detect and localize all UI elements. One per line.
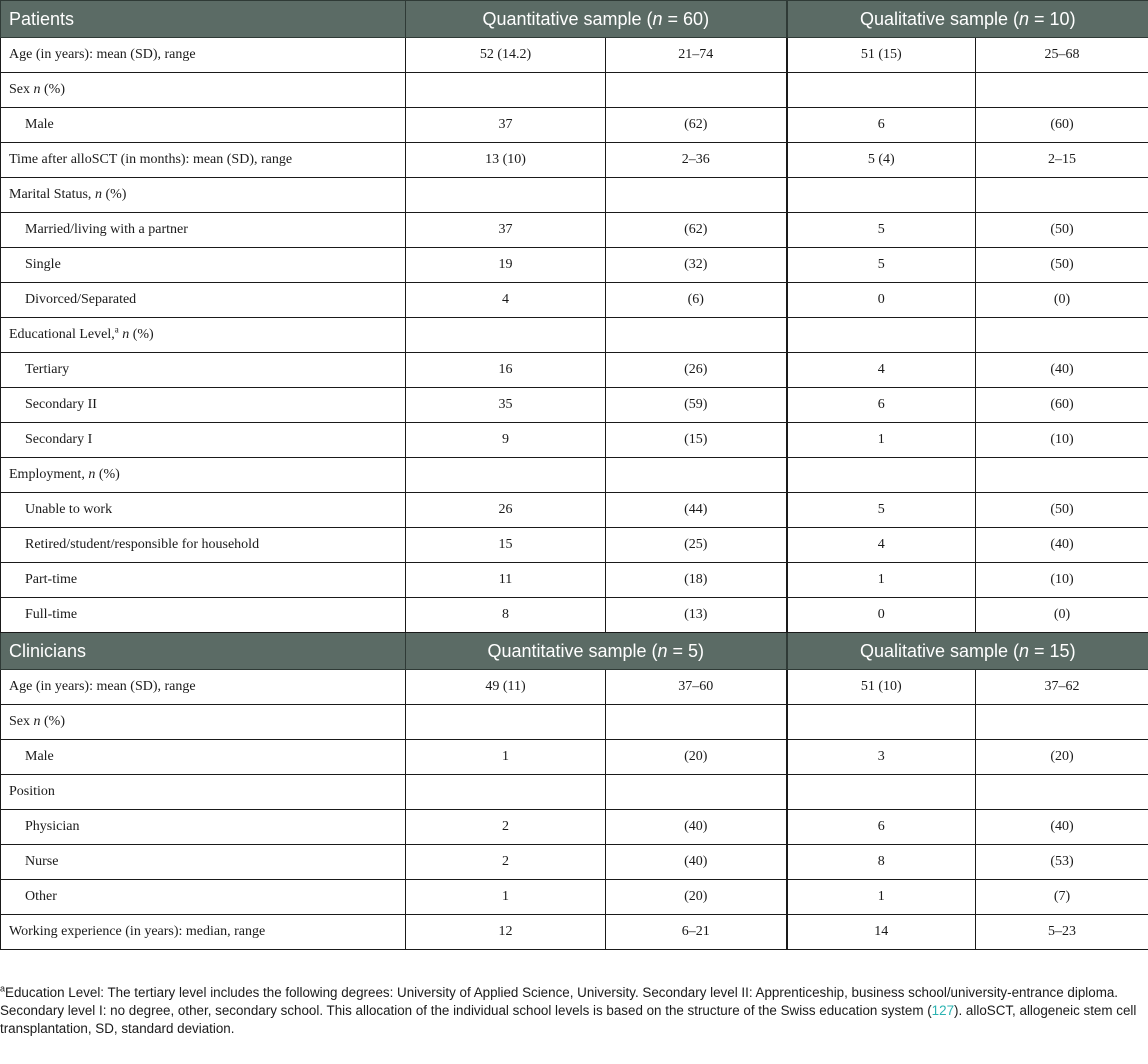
table-cell: (60) bbox=[976, 388, 1148, 423]
table-cell: (50) bbox=[976, 213, 1148, 248]
table-cell bbox=[406, 775, 606, 810]
table-cell: (32) bbox=[606, 248, 787, 283]
table-row bbox=[1, 423, 1148, 458]
table-cell bbox=[606, 73, 787, 108]
table-cell: (10) bbox=[976, 423, 1148, 458]
table-row bbox=[1, 143, 1148, 178]
table-cell: 15 bbox=[406, 528, 606, 563]
table-cell bbox=[976, 178, 1148, 213]
row-label: Position bbox=[1, 775, 406, 810]
table-cell: 51 (15) bbox=[787, 38, 976, 73]
table-cell bbox=[606, 318, 787, 353]
quantitative-sample-header: Quantitative sample (n = 5) bbox=[406, 633, 787, 670]
table-cell bbox=[787, 775, 976, 810]
table-body bbox=[1, 1, 1148, 950]
table-row bbox=[1, 810, 1148, 845]
table-cell bbox=[787, 73, 976, 108]
table-cell: 6 bbox=[787, 810, 976, 845]
table-cell bbox=[976, 73, 1148, 108]
table-cell: (40) bbox=[606, 845, 787, 880]
table-cell: 5 bbox=[787, 493, 976, 528]
table-cell: 4 bbox=[787, 353, 976, 388]
table-cell: (50) bbox=[976, 248, 1148, 283]
row-label: Sex n (%) bbox=[1, 705, 406, 740]
table-cell: 51 (10) bbox=[787, 670, 976, 705]
table-cell: (0) bbox=[976, 283, 1148, 318]
table-row bbox=[1, 915, 1148, 950]
table-row bbox=[1, 178, 1148, 213]
table-cell: 35 bbox=[406, 388, 606, 423]
table-cell: (15) bbox=[606, 423, 787, 458]
table-cell bbox=[406, 705, 606, 740]
qualitative-sample-header: Qualitative sample (n = 15) bbox=[787, 633, 1148, 670]
table-cell: (20) bbox=[606, 880, 787, 915]
table-cell: 37 bbox=[406, 213, 606, 248]
table-cell bbox=[976, 318, 1148, 353]
table-cell: (6) bbox=[606, 283, 787, 318]
table-cell: (25) bbox=[606, 528, 787, 563]
table-cell: 1 bbox=[787, 423, 976, 458]
table-cell: 9 bbox=[406, 423, 606, 458]
table-cell: 4 bbox=[787, 528, 976, 563]
quantitative-sample-header: Quantitative sample (n = 60) bbox=[406, 1, 787, 38]
table-cell: 52 (14.2) bbox=[406, 38, 606, 73]
row-label: Unable to work bbox=[1, 493, 406, 528]
table-cell: (20) bbox=[606, 740, 787, 775]
table-cell: 37–62 bbox=[976, 670, 1148, 705]
table-cell: 0 bbox=[787, 283, 976, 318]
table-cell bbox=[406, 178, 606, 213]
row-label: Male bbox=[1, 108, 406, 143]
table-cell: 49 (11) bbox=[406, 670, 606, 705]
table-row bbox=[1, 458, 1148, 493]
table-cell: 37 bbox=[406, 108, 606, 143]
table-cell: (44) bbox=[606, 493, 787, 528]
table-cell: (50) bbox=[976, 493, 1148, 528]
table-cell: 6 bbox=[787, 388, 976, 423]
table-row bbox=[1, 73, 1148, 108]
reference-link[interactable]: 127 bbox=[931, 1003, 955, 1018]
table-row bbox=[1, 108, 1148, 143]
section-header-row bbox=[1, 633, 1148, 670]
row-label: Employment, n (%) bbox=[1, 458, 406, 493]
row-label: Single bbox=[1, 248, 406, 283]
table-row bbox=[1, 880, 1148, 915]
table-cell: 25–68 bbox=[976, 38, 1148, 73]
row-label: Nurse bbox=[1, 845, 406, 880]
table-cell: 5 bbox=[787, 248, 976, 283]
table-cell: 12 bbox=[406, 915, 606, 950]
row-label: Divorced/Separated bbox=[1, 283, 406, 318]
row-label: Working experience (in years): median, range bbox=[1, 915, 406, 950]
table-cell: (10) bbox=[976, 563, 1148, 598]
row-label: Part-time bbox=[1, 563, 406, 598]
table-cell: 4 bbox=[406, 283, 606, 318]
table-row bbox=[1, 318, 1148, 353]
table-cell: (53) bbox=[976, 845, 1148, 880]
table-cell: 1 bbox=[787, 563, 976, 598]
table-cell: 16 bbox=[406, 353, 606, 388]
table-cell: 1 bbox=[787, 880, 976, 915]
row-label: Secondary II bbox=[1, 388, 406, 423]
table-cell: (59) bbox=[606, 388, 787, 423]
row-label: Tertiary bbox=[1, 353, 406, 388]
row-label: Age (in years): mean (SD), range bbox=[1, 670, 406, 705]
footnote-abbreviations: Secondary level I: no degree, other, secondary school. This allocation of the individual school levels is based on the structure of the Swiss education system (127). alloSCT, allogeneic stem cell transplantation, SD, standard deviation. bbox=[0, 1003, 1137, 1036]
row-label: Educational Level,$^a$ n (%) bbox=[1, 318, 406, 353]
table-cell: 37–60 bbox=[606, 670, 787, 705]
table-cell: (40) bbox=[976, 528, 1148, 563]
table-cell: (13) bbox=[606, 598, 787, 633]
section-title: Clinicians bbox=[1, 633, 406, 670]
table-cell: 1 bbox=[406, 880, 606, 915]
row-label: Physician bbox=[1, 810, 406, 845]
table-cell bbox=[976, 705, 1148, 740]
row-label: Age (in years): mean (SD), range bbox=[1, 38, 406, 73]
table-cell: 5–23 bbox=[976, 915, 1148, 950]
table-cell: (60) bbox=[976, 108, 1148, 143]
table-row bbox=[1, 740, 1148, 775]
footnote-education: $^a$Education Level: The tertiary level includes the following degrees: University of Applied Science, University. Secondary level II: Apprenticeship, business school/university-entrance diploma. bbox=[0, 983, 1119, 1000]
table-row bbox=[1, 563, 1148, 598]
section-title: Patients bbox=[1, 1, 406, 38]
table-row bbox=[1, 705, 1148, 740]
table-cell bbox=[406, 458, 606, 493]
table-row bbox=[1, 845, 1148, 880]
qualitative-sample-header: Qualitative sample (n = 10) bbox=[787, 1, 1148, 38]
table-cell: 3 bbox=[787, 740, 976, 775]
table-cell bbox=[606, 705, 787, 740]
table-cell: (40) bbox=[976, 353, 1148, 388]
row-label: Full-time bbox=[1, 598, 406, 633]
table-cell: 21–74 bbox=[606, 38, 787, 73]
table-cell: 13 (10) bbox=[406, 143, 606, 178]
table-cell bbox=[606, 458, 787, 493]
table-cell: 8 bbox=[787, 845, 976, 880]
table-row bbox=[1, 248, 1148, 283]
table-cell bbox=[787, 705, 976, 740]
table-row bbox=[1, 283, 1148, 318]
table-cell: (0) bbox=[976, 598, 1148, 633]
table-cell bbox=[606, 178, 787, 213]
table-cell: 0 bbox=[787, 598, 976, 633]
table-cell: (26) bbox=[606, 353, 787, 388]
row-label: Retired/student/responsible for household bbox=[1, 528, 406, 563]
table-cell: (62) bbox=[606, 213, 787, 248]
table-cell: 8 bbox=[406, 598, 606, 633]
table-cell: 6 bbox=[787, 108, 976, 143]
table-cell: 2 bbox=[406, 810, 606, 845]
table-cell bbox=[406, 318, 606, 353]
row-label: Marital Status, n (%) bbox=[1, 178, 406, 213]
table-row bbox=[1, 388, 1148, 423]
table-cell bbox=[976, 775, 1148, 810]
table-cell: 6–21 bbox=[606, 915, 787, 950]
row-label: Sex n (%) bbox=[1, 73, 406, 108]
row-label: Married/living with a partner bbox=[1, 213, 406, 248]
table-row bbox=[1, 38, 1148, 73]
table-row bbox=[1, 775, 1148, 810]
table-row bbox=[1, 213, 1148, 248]
table-cell: 2–15 bbox=[976, 143, 1148, 178]
table-row bbox=[1, 353, 1148, 388]
table-cell: (40) bbox=[606, 810, 787, 845]
section-header-row bbox=[1, 1, 1148, 38]
table-cell: 19 bbox=[406, 248, 606, 283]
table-row bbox=[1, 493, 1148, 528]
table-cell: 5 bbox=[787, 213, 976, 248]
table-cell: (7) bbox=[976, 880, 1148, 915]
row-label: Male bbox=[1, 740, 406, 775]
table-cell bbox=[976, 458, 1148, 493]
table-cell: (40) bbox=[976, 810, 1148, 845]
table-cell: 1 bbox=[406, 740, 606, 775]
table-cell bbox=[787, 178, 976, 213]
row-label: Other bbox=[1, 880, 406, 915]
table-cell: 5 (4) bbox=[787, 143, 976, 178]
table-footnotes bbox=[0, 984, 1144, 1038]
table-cell bbox=[787, 318, 976, 353]
table-cell: 11 bbox=[406, 563, 606, 598]
table-row bbox=[1, 598, 1148, 633]
table-cell: 14 bbox=[787, 915, 976, 950]
table-cell: 2–36 bbox=[606, 143, 787, 178]
row-label: Secondary I bbox=[1, 423, 406, 458]
table-cell bbox=[606, 775, 787, 810]
row-label: Time after alloSCT (in months): mean (SD), range bbox=[1, 143, 406, 178]
table-cell: 2 bbox=[406, 845, 606, 880]
table-row bbox=[1, 528, 1148, 563]
table-cell: 26 bbox=[406, 493, 606, 528]
table-row bbox=[1, 670, 1148, 705]
table-cell: (18) bbox=[606, 563, 787, 598]
table-cell bbox=[787, 458, 976, 493]
table-cell: (20) bbox=[976, 740, 1148, 775]
table-cell: (62) bbox=[606, 108, 787, 143]
table-cell bbox=[406, 73, 606, 108]
